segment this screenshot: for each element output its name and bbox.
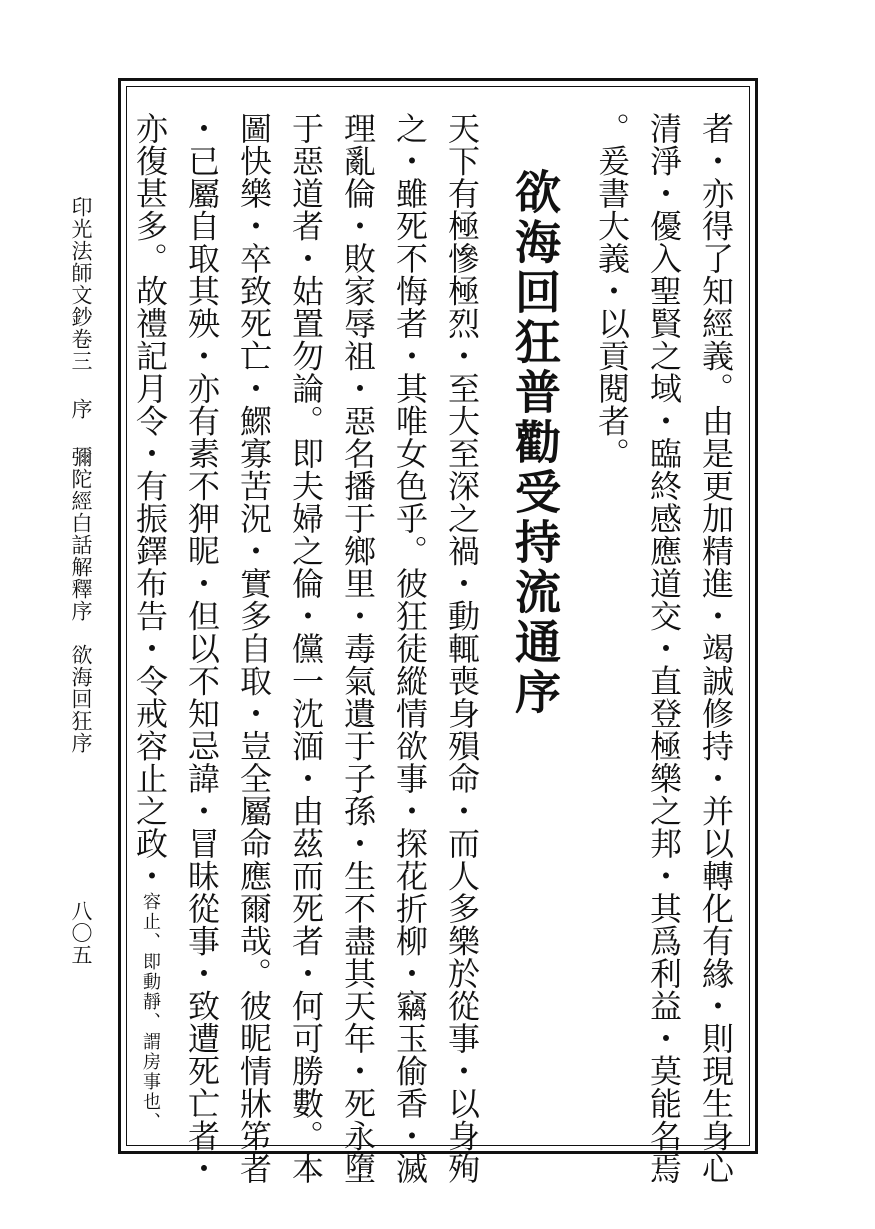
page-number: 八〇五	[69, 900, 93, 966]
text-column-8: 于惡道者・姑置勿論。即夫婦之倫・儻一沈湎・由茲而死者・何可勝數。本	[287, 112, 325, 1185]
section-label: 序	[69, 398, 93, 420]
annotation-note: 容止、即動靜、謂房事也、	[140, 892, 161, 1132]
section-title: 欲海回狂普勸受持流通序	[508, 168, 562, 718]
text-column-1: 者・亦得了知經義。由是更加精進・竭誠修持・并以轉化有緣・則現生身心	[697, 112, 735, 1185]
text-column-11-main: 亦復甚多。故禮記月令・有振鐸布告・令戒容止之政・	[131, 112, 169, 892]
text-column-9: 圖快樂・卒致死亡・鰥寡苦況・實多自取・豈全屬命應爾哉。彼昵情牀笫者	[235, 112, 273, 1185]
text-column-3: 。爰書大義・以貢閱者。	[593, 112, 631, 470]
text-column-11	[131, 112, 169, 1132]
book-title: 印光法師文鈔卷三	[69, 196, 93, 372]
text-column-5: 天下有極慘極烈・至大至深之禍・動輒喪身殞命・而人多樂於從事・以身殉	[443, 112, 481, 1185]
text-column-10: ・已屬自取其殃・亦有素不狎昵・但以不知忌諱・冒昧從事・致遭死亡者・	[183, 112, 221, 1185]
text-column-7: 理亂倫・敗家辱祖・惡名播于鄉里・毒氣遺于子孫・生不盡其天年・死永墮	[339, 112, 377, 1185]
running-header	[70, 196, 91, 754]
section-titles: 彌陀經白話解釋序 欲海回狂序	[69, 446, 93, 754]
text-column-2: 清淨・優入聖賢之域・臨終感應道交・直登極樂之邦・其爲利益・莫能名焉	[645, 112, 683, 1185]
text-column-6: 之・雖死不悔者・其唯女色乎。彼狂徒縱情欲事・探花折柳・竊玉偷香・滅	[391, 112, 429, 1185]
